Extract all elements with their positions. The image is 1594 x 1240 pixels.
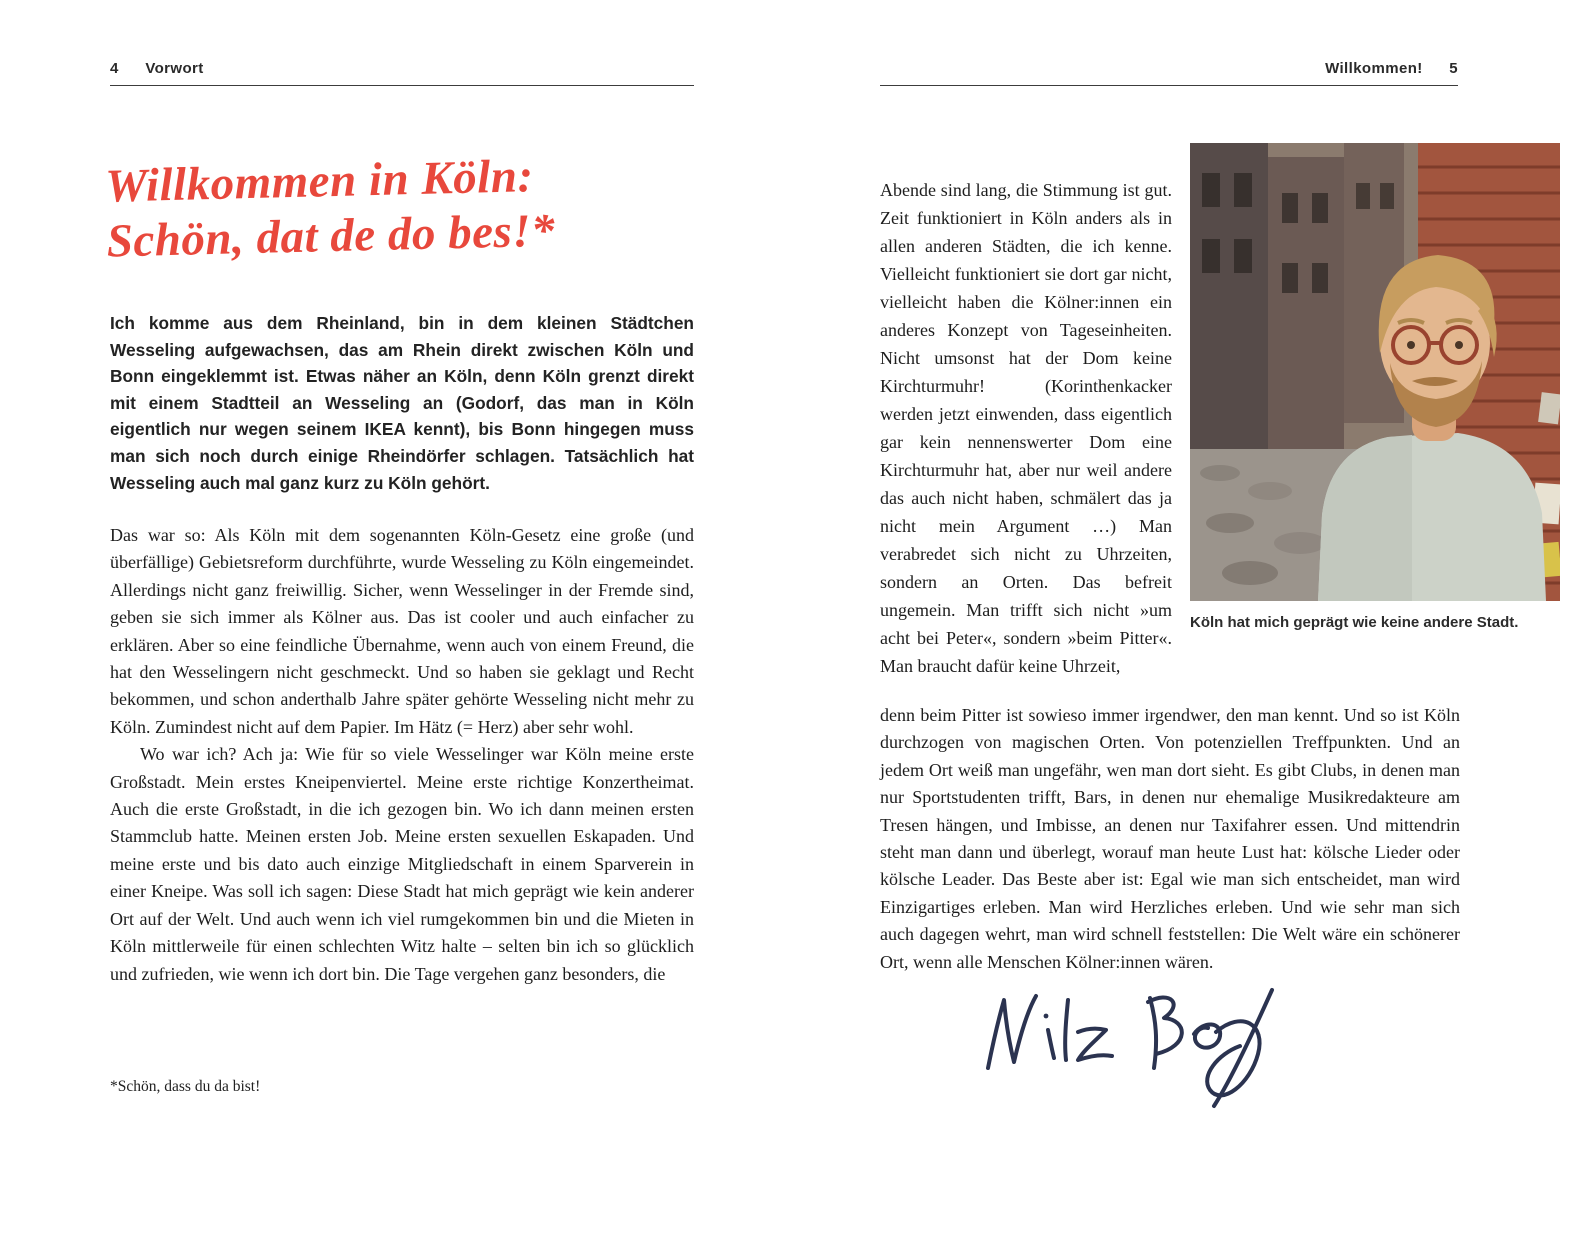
author-photo	[1190, 143, 1560, 601]
page-number-right: 5	[1449, 60, 1458, 77]
body-text-left	[110, 522, 694, 988]
body-paragraph-1: Das war so: Als Köln mit dem sogenannten Köln-Gesetz eine große (und überfällige) Gebietsreform durchführte, wurde Wesseling zu Köln eingemeindet. Allerdings nicht ganz freiwillig. Sicher, wenn Wesselinger in der Fremde sind, geben sie sich immer als Kölner aus. Das ist cooler und auch einfacher zu erklären. Aber so eine feindliche Übernahme, wenn auch von einem Freund, die hat den Wesselingern nicht geschmeckt. Und so haben sie geklagt und Recht bekommen, und schon anderthalb Jahre später gehörte Wesseling nicht mehr zu Köln. Zumindest nicht auf dem Papier. Im Hätz (= Herz) aber sehr wohl.	[110, 525, 694, 737]
signature	[968, 980, 1308, 1120]
section-label-left: Vorwort	[145, 60, 204, 77]
page-number-left: 4	[110, 60, 119, 77]
photo-caption: Köln hat mich geprägt wie keine andere Stadt.	[1190, 614, 1519, 631]
header-rule-right	[880, 85, 1458, 86]
footnote: *Schön, dass du da bist!	[110, 1078, 261, 1095]
page-header-left	[110, 60, 694, 77]
chapter-title-line2: Schön, dat de do bes!*	[106, 205, 556, 269]
page-header-right	[880, 60, 1458, 77]
intro-paragraph: Ich komme aus dem Rheinland, bin in dem kleinen Städtchen Wesseling aufgewachsen, das am Rhein direkt zwischen Köln und Bonn eingeklemmt ist. Etwas näher an Köln, denn Köln grenzt direkt mit einem Stadtteil an Wesseling an (Godorf, das man in Köln eigentlich nur wegen seinem IKEA kennt), bis Bonn hingegen muss man sich noch durch einige Rheindörfer schlagen. Tatsächlich hat Wesseling auch mal ganz kurz zu Köln gehört.	[110, 313, 694, 493]
body-paragraph-2: Wo war ich? Ach ja: Wie für so viele Wesselinger war Köln meine erste Großstadt. Mein erstes Kneipenviertel. Meine erste richtige Konzertheimat. Auch die erste Großstadt, in die ich gezogen bin. Wo ich dann meinen ersten Stammclub hatte. Meinen ersten Job. Meine ersten sexuellen Eskapaden. Und meine erste und bis dato auch einzige Mitgliedschaft in einem Sparverein in einer Kneipe. Was soll ich sagen: Diese Stadt hat mich geprägt wie kein anderer Ort auf der Welt. Und auch wenn ich viel rumgekommen bin und die Mieten in Köln mittlerweile für einen schlechten Witz halte – selten bin ich so glücklich und zufrieden, wie wenn ich dort bin. Die Tage vergehen ganz besonders, die	[110, 744, 694, 984]
signature-ink	[968, 980, 1308, 1120]
column-paragraph: Abende sind lang, die Stimmung ist gut. Zeit funktioniert in Köln anders als in allen anderen Städten, die ich kenne. Vielleicht funktioniert sie dort gar nicht, vielleicht haben die Kölner:innen ein anderes Konzept von Tageseinheiten. Nicht umsonst hat der Dom keine Kirchturmuhr! (Korinthenkacker werden jetzt einwenden, dass eigentlich gar kein nennenswerter Dom eine Kirchturmuhr hat, aber nur weil andere das auch nicht haben, schmälert das ja nicht mein Argument …) Man verabredet sich nicht zu Uhrzeiten, sondern an Orten. Das befreit ungemein. Man trifft sich nicht »um acht bei Peter«, sondern »beim Pitter«. Man braucht dafür keine Uhrzeit,	[880, 180, 1172, 676]
section-label-right: Willkommen!	[1325, 60, 1423, 77]
header-rule-left	[110, 85, 694, 86]
chapter-title-line1: Willkommen in Köln:	[104, 150, 535, 213]
continuation-paragraph: denn beim Pitter ist sowieso immer irgendwer, den man kennt. Und so ist Köln durchzogen von magischen Orten. Von potenziellen Treffpunkten. Und an jedem Ort weiß man ungefähr, wen man dort sieht. Es gibt Clubs, in denen man nur Sportstudenten trifft, Bars, in denen nur ehemalige Musikredakteure am Tresen hängen, und Imbisse, an denen nur Taxifahrer essen. Und mittendrin steht man dann und überlegt, worauf man heute Lust hat: kölsche Lieder oder kölsche Leader. Das Beste aber ist: Egal wie man sich entscheidet, man wird Einzigartiges erleben. Man wird Herzliches erleben. Und wie sehr man sich auch dagegen wehrt, man wird schnell feststellen: Die Welt wäre ein schönerer Ort, wenn alle Menschen Kölner:innen wären.	[880, 705, 1460, 972]
chapter-title	[105, 144, 728, 270]
author-photo-illustration	[1190, 143, 1560, 601]
